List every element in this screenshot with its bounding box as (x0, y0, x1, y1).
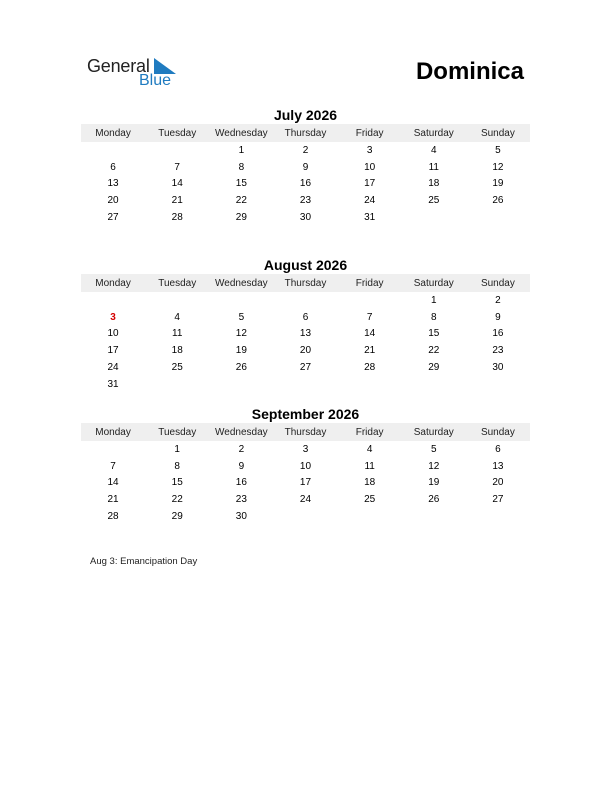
day-cell: 7 (110, 460, 116, 472)
day-cell: 15 (428, 328, 440, 340)
day-cell: 18 (364, 477, 376, 489)
day-cell: 25 (171, 362, 183, 374)
week-row (81, 176, 530, 193)
day-cell: 16 (299, 178, 312, 190)
day-cell: 9 (238, 460, 245, 472)
day-cell: 27 (299, 362, 312, 374)
weekday-label: Sunday (480, 127, 515, 139)
day-cell: 22 (171, 494, 183, 506)
day-cell: 6 (110, 161, 116, 173)
week-row (81, 441, 530, 458)
week-row (81, 359, 530, 376)
day-cell: 27 (107, 212, 119, 224)
day-cell: 10 (299, 460, 312, 472)
day-cell: 20 (107, 195, 119, 207)
day-cell: 23 (235, 494, 247, 506)
week-row (81, 326, 530, 343)
day-cell: 19 (428, 477, 440, 489)
weekday-label: Monday (95, 127, 131, 139)
weekday-label: Saturday (413, 127, 454, 139)
day-cell: 17 (364, 178, 376, 190)
weekday-label: Tuesday (158, 277, 197, 289)
day-cell: 12 (428, 460, 440, 472)
weekday-label: Wednesday (215, 127, 268, 139)
day-cell: 5 (430, 443, 437, 455)
day-cell: 31 (107, 378, 119, 390)
day-cell: 4 (174, 311, 180, 323)
weekday-label: Sunday (480, 426, 515, 438)
week-row (81, 209, 530, 226)
day-cell: 13 (492, 460, 504, 472)
weekday-label: Monday (95, 426, 131, 438)
weekday-label: Wednesday (215, 277, 268, 289)
month-title: September 2026 (251, 406, 360, 422)
day-cell: 22 (235, 195, 247, 207)
logo-text-blue: Blue (139, 72, 172, 89)
day-cell: 3 (366, 144, 373, 156)
day-cell: 29 (428, 362, 440, 374)
day-cell: 21 (171, 195, 183, 207)
day-cell: 8 (238, 161, 245, 173)
day-cell: 2 (495, 294, 501, 306)
day-cell: 6 (495, 443, 501, 455)
weekday-header (81, 423, 530, 441)
day-cell: 15 (171, 477, 183, 489)
day-cell: 15 (235, 178, 247, 190)
month-title: August 2026 (263, 257, 348, 273)
weekday-label: Friday (355, 277, 384, 289)
day-cell: 30 (235, 511, 247, 523)
month-september (81, 405, 530, 525)
day-cell: 4 (366, 443, 373, 455)
week-row (81, 192, 530, 209)
month-august (81, 256, 530, 393)
logo-text-general: General (87, 56, 150, 76)
day-cell: 9 (495, 311, 501, 323)
weekday-label: Friday (355, 426, 384, 438)
week-row (81, 458, 530, 475)
weekday-label: Thursday (284, 426, 327, 438)
day-cell: 21 (107, 494, 119, 506)
day-cell: 28 (364, 362, 376, 374)
weekday-label: Sunday (480, 277, 515, 289)
day-cell: 17 (299, 477, 312, 489)
day-cell: 13 (299, 328, 312, 340)
day-cell: 8 (430, 311, 437, 323)
day-cell: 28 (107, 511, 119, 523)
day-cell: 13 (107, 178, 119, 190)
day-cell: 24 (299, 494, 312, 506)
day-cell: 18 (171, 345, 183, 357)
weekday-label: Wednesday (215, 426, 268, 438)
day-cell: 27 (492, 494, 504, 506)
day-cell: 10 (364, 161, 376, 173)
day-cell: 26 (428, 494, 440, 506)
day-cell: 14 (107, 477, 119, 489)
day-cell: 2 (238, 443, 245, 455)
day-cell: 11 (364, 460, 375, 472)
day-cell: 16 (492, 328, 504, 340)
day-cell: 19 (235, 345, 247, 357)
day-cell: 18 (428, 178, 440, 190)
day-cell: 20 (492, 477, 504, 489)
week-row (81, 309, 530, 326)
day-cell: 10 (107, 328, 119, 340)
weekday-label: Monday (95, 277, 131, 289)
day-cell: 24 (364, 195, 376, 207)
week-row (81, 292, 530, 309)
week-row (81, 342, 530, 359)
day-cell: 14 (171, 178, 183, 190)
month-title: July 2026 (273, 107, 338, 123)
day-cell: 20 (299, 345, 312, 357)
day-cell: 8 (174, 460, 180, 472)
day-cell: 3 (302, 443, 309, 455)
day-cell: 22 (428, 345, 440, 357)
day-cell: 11 (172, 328, 183, 340)
day-cell: 6 (302, 311, 309, 323)
weekday-label: Friday (355, 127, 384, 139)
day-cell: 1 (430, 294, 437, 306)
weekday-header (81, 274, 530, 292)
day-cell: 9 (302, 161, 309, 173)
week-row (81, 475, 530, 492)
holiday-note: Aug 3: Emancipation Day (90, 556, 198, 567)
day-cell: 1 (238, 144, 245, 156)
weekday-label: Saturday (413, 426, 454, 438)
day-cell: 28 (171, 212, 183, 224)
week-row (81, 142, 530, 159)
weekday-header (81, 124, 530, 142)
day-cell: 5 (495, 144, 501, 156)
week-row (81, 159, 530, 176)
weekday-label: Tuesday (158, 426, 197, 438)
day-cell: 29 (235, 212, 247, 224)
day-cell: 12 (235, 328, 247, 340)
day-cell: 29 (171, 511, 183, 523)
day-cell: 30 (492, 362, 504, 374)
holiday-day-cell: 3 (110, 311, 116, 323)
day-cell: 7 (366, 311, 373, 323)
day-cell: 31 (364, 212, 376, 224)
day-cell: 26 (492, 195, 504, 207)
day-cell: 14 (364, 328, 376, 340)
weekday-label: Saturday (413, 277, 454, 289)
day-cell: 5 (238, 311, 245, 323)
week-row (81, 491, 530, 508)
day-cell: 25 (364, 494, 376, 506)
week-row (81, 376, 530, 393)
weekday-label: Tuesday (158, 127, 197, 139)
day-cell: 23 (492, 345, 504, 357)
month-july (81, 106, 530, 226)
day-cell: 19 (492, 178, 504, 190)
day-cell: 1 (174, 443, 180, 455)
day-cell: 17 (107, 345, 119, 357)
weekday-label: Thursday (284, 127, 327, 139)
day-cell: 23 (299, 195, 312, 207)
day-cell: 4 (430, 144, 437, 156)
day-cell: 25 (428, 195, 440, 207)
generalblue-logo (87, 56, 187, 92)
country-title: Dominica (415, 58, 524, 85)
day-cell: 21 (364, 345, 376, 357)
day-cell: 12 (492, 161, 504, 173)
holiday-notes (90, 556, 197, 567)
day-cell: 7 (174, 161, 180, 173)
day-cell: 26 (235, 362, 247, 374)
week-row (81, 508, 530, 525)
weekday-label: Thursday (284, 277, 327, 289)
day-cell: 2 (302, 144, 309, 156)
day-cell: 16 (235, 477, 247, 489)
day-cell: 24 (107, 362, 119, 374)
day-cell: 11 (428, 161, 439, 173)
day-cell: 30 (299, 212, 312, 224)
